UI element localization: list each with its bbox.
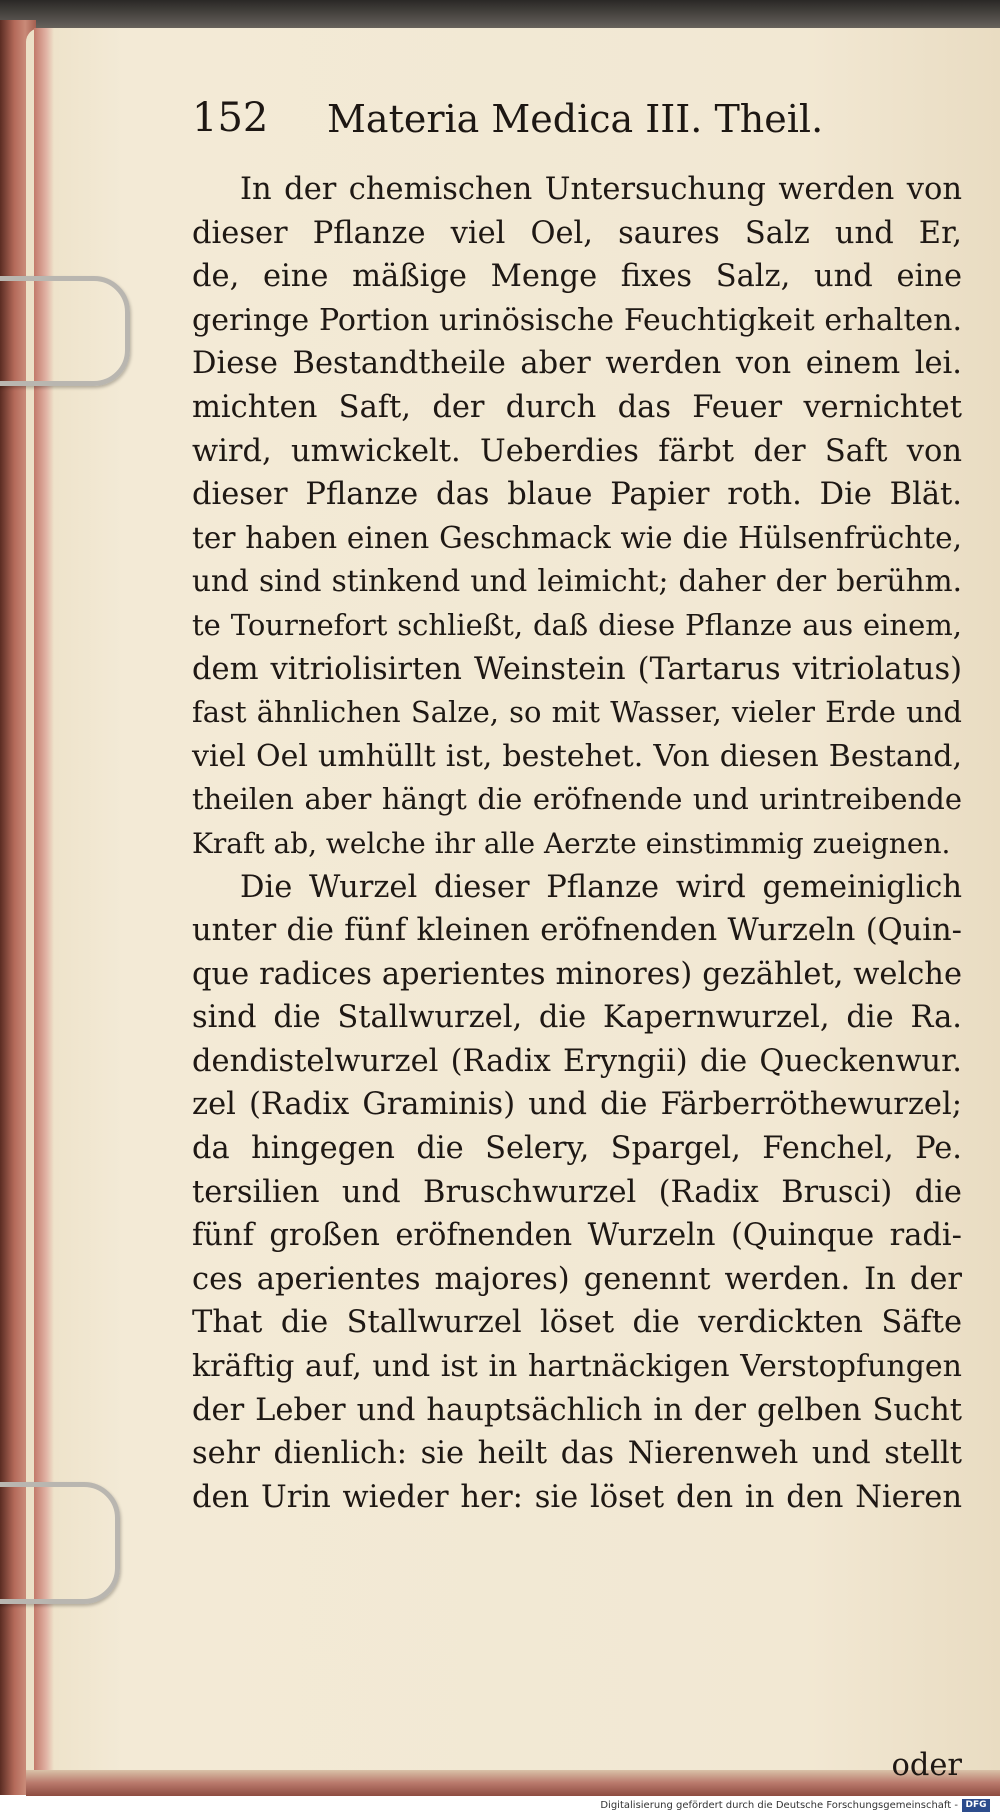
paper-clip-top — [0, 276, 130, 386]
text-line: geringe Portion urinösische Feuchtigkeit erhalten. — [192, 302, 962, 338]
text-line: kräftig auf, und ist in hartnäckigen Verstopfungen — [192, 1349, 962, 1385]
text-line: fünf großen eröfnenden Wurzeln (Quinque radi- — [192, 1218, 962, 1254]
page-number: 152 — [192, 95, 269, 141]
page-header — [192, 95, 832, 155]
text-line: michten Saft, der durch das Feuer vernichtet — [192, 389, 962, 425]
text-line: de, eine mäßige Menge fixes Salz, und eine — [192, 259, 962, 295]
text-line: Diese Bestandtheile aber werden von einem lei. — [192, 346, 962, 382]
text-line: Die Wurzel dieser Pflanze wird gemeiniglich — [240, 869, 962, 905]
text-line: da hingegen die Selery, Spargel, Fenchel, Pe. — [192, 1131, 962, 1167]
text-line: sehr dienlich: sie heilt das Nierenweh und stellt — [192, 1436, 962, 1472]
text-line: wird, umwickelt. Ueberdies färbt der Saft von — [192, 433, 962, 469]
text-line: fast ähnlichen Salze, so mit Wasser, vieler Erde und — [192, 695, 962, 730]
text-line: dendistelwurzel (Radix Eryngii) die Queckenwur. — [192, 1043, 962, 1079]
text-line: der Leber und hauptsächlich in der gelben Sucht — [192, 1392, 962, 1428]
text-line: dieser Pflanze viel Oel, saures Salz und Er, — [192, 215, 962, 251]
paper-clip-bottom — [0, 1482, 120, 1604]
text-line: dieser Pflanze das blaue Papier roth. Die Blät. — [192, 477, 962, 513]
scan-top-shadow — [0, 0, 1000, 30]
text-line: que radices aperientes minores) gezählet, welche — [192, 956, 962, 992]
text-line: den Urin wieder her: sie löset den in den Nieren — [192, 1479, 962, 1515]
text-line: Kraft ab, welche ihr alle Aerzte einstimmig zueignen. — [192, 826, 951, 860]
text-line: tersilien und Bruschwurzel (Radix Brusci) die — [192, 1174, 962, 1210]
text-line: In der chemischen Untersuchung werden von — [240, 172, 962, 207]
body-text — [192, 168, 962, 1783]
text-line: ces aperientes majores) genennt werden. In der — [192, 1261, 962, 1297]
text-line: theilen aber hängt die eröfnende und urintreibende — [192, 782, 962, 817]
text-line: ter haben einen Geschmack wie die Hülsenfrüchte, — [192, 520, 962, 555]
text-line: unter die fünf kleinen eröfnenden Wurzeln (Quin- — [192, 913, 962, 949]
text-line: That die Stallwurzel löset die verdickten Säfte — [192, 1305, 962, 1341]
catchword: oder — [891, 1748, 962, 1783]
running-head: Materia Medica III. Theil. — [327, 97, 824, 141]
digitization-credit: Digitalisierung gefördert durch die Deutsche Forschungsgemeinschaft - — [600, 1800, 958, 1811]
text-line: dem vitriolisirten Weinstein (Tartarus vitriolatus) — [192, 651, 962, 687]
text-line: und sind stinkend und leimicht; daher der berühm. — [192, 564, 962, 599]
text-line: te Tournefort schließt, daß diese Pflanze aus einem, — [192, 607, 962, 642]
dfg-logo: DFG — [962, 1799, 990, 1812]
text-line: sind die Stallwurzel, die Kapernwurzel, die Ra. — [192, 1000, 962, 1036]
text-line: viel Oel umhüllt ist, bestehet. Von diesen Bestand, — [192, 738, 962, 774]
text-line: zel (Radix Graminis) und die Färberröthewurzel; — [192, 1087, 962, 1123]
